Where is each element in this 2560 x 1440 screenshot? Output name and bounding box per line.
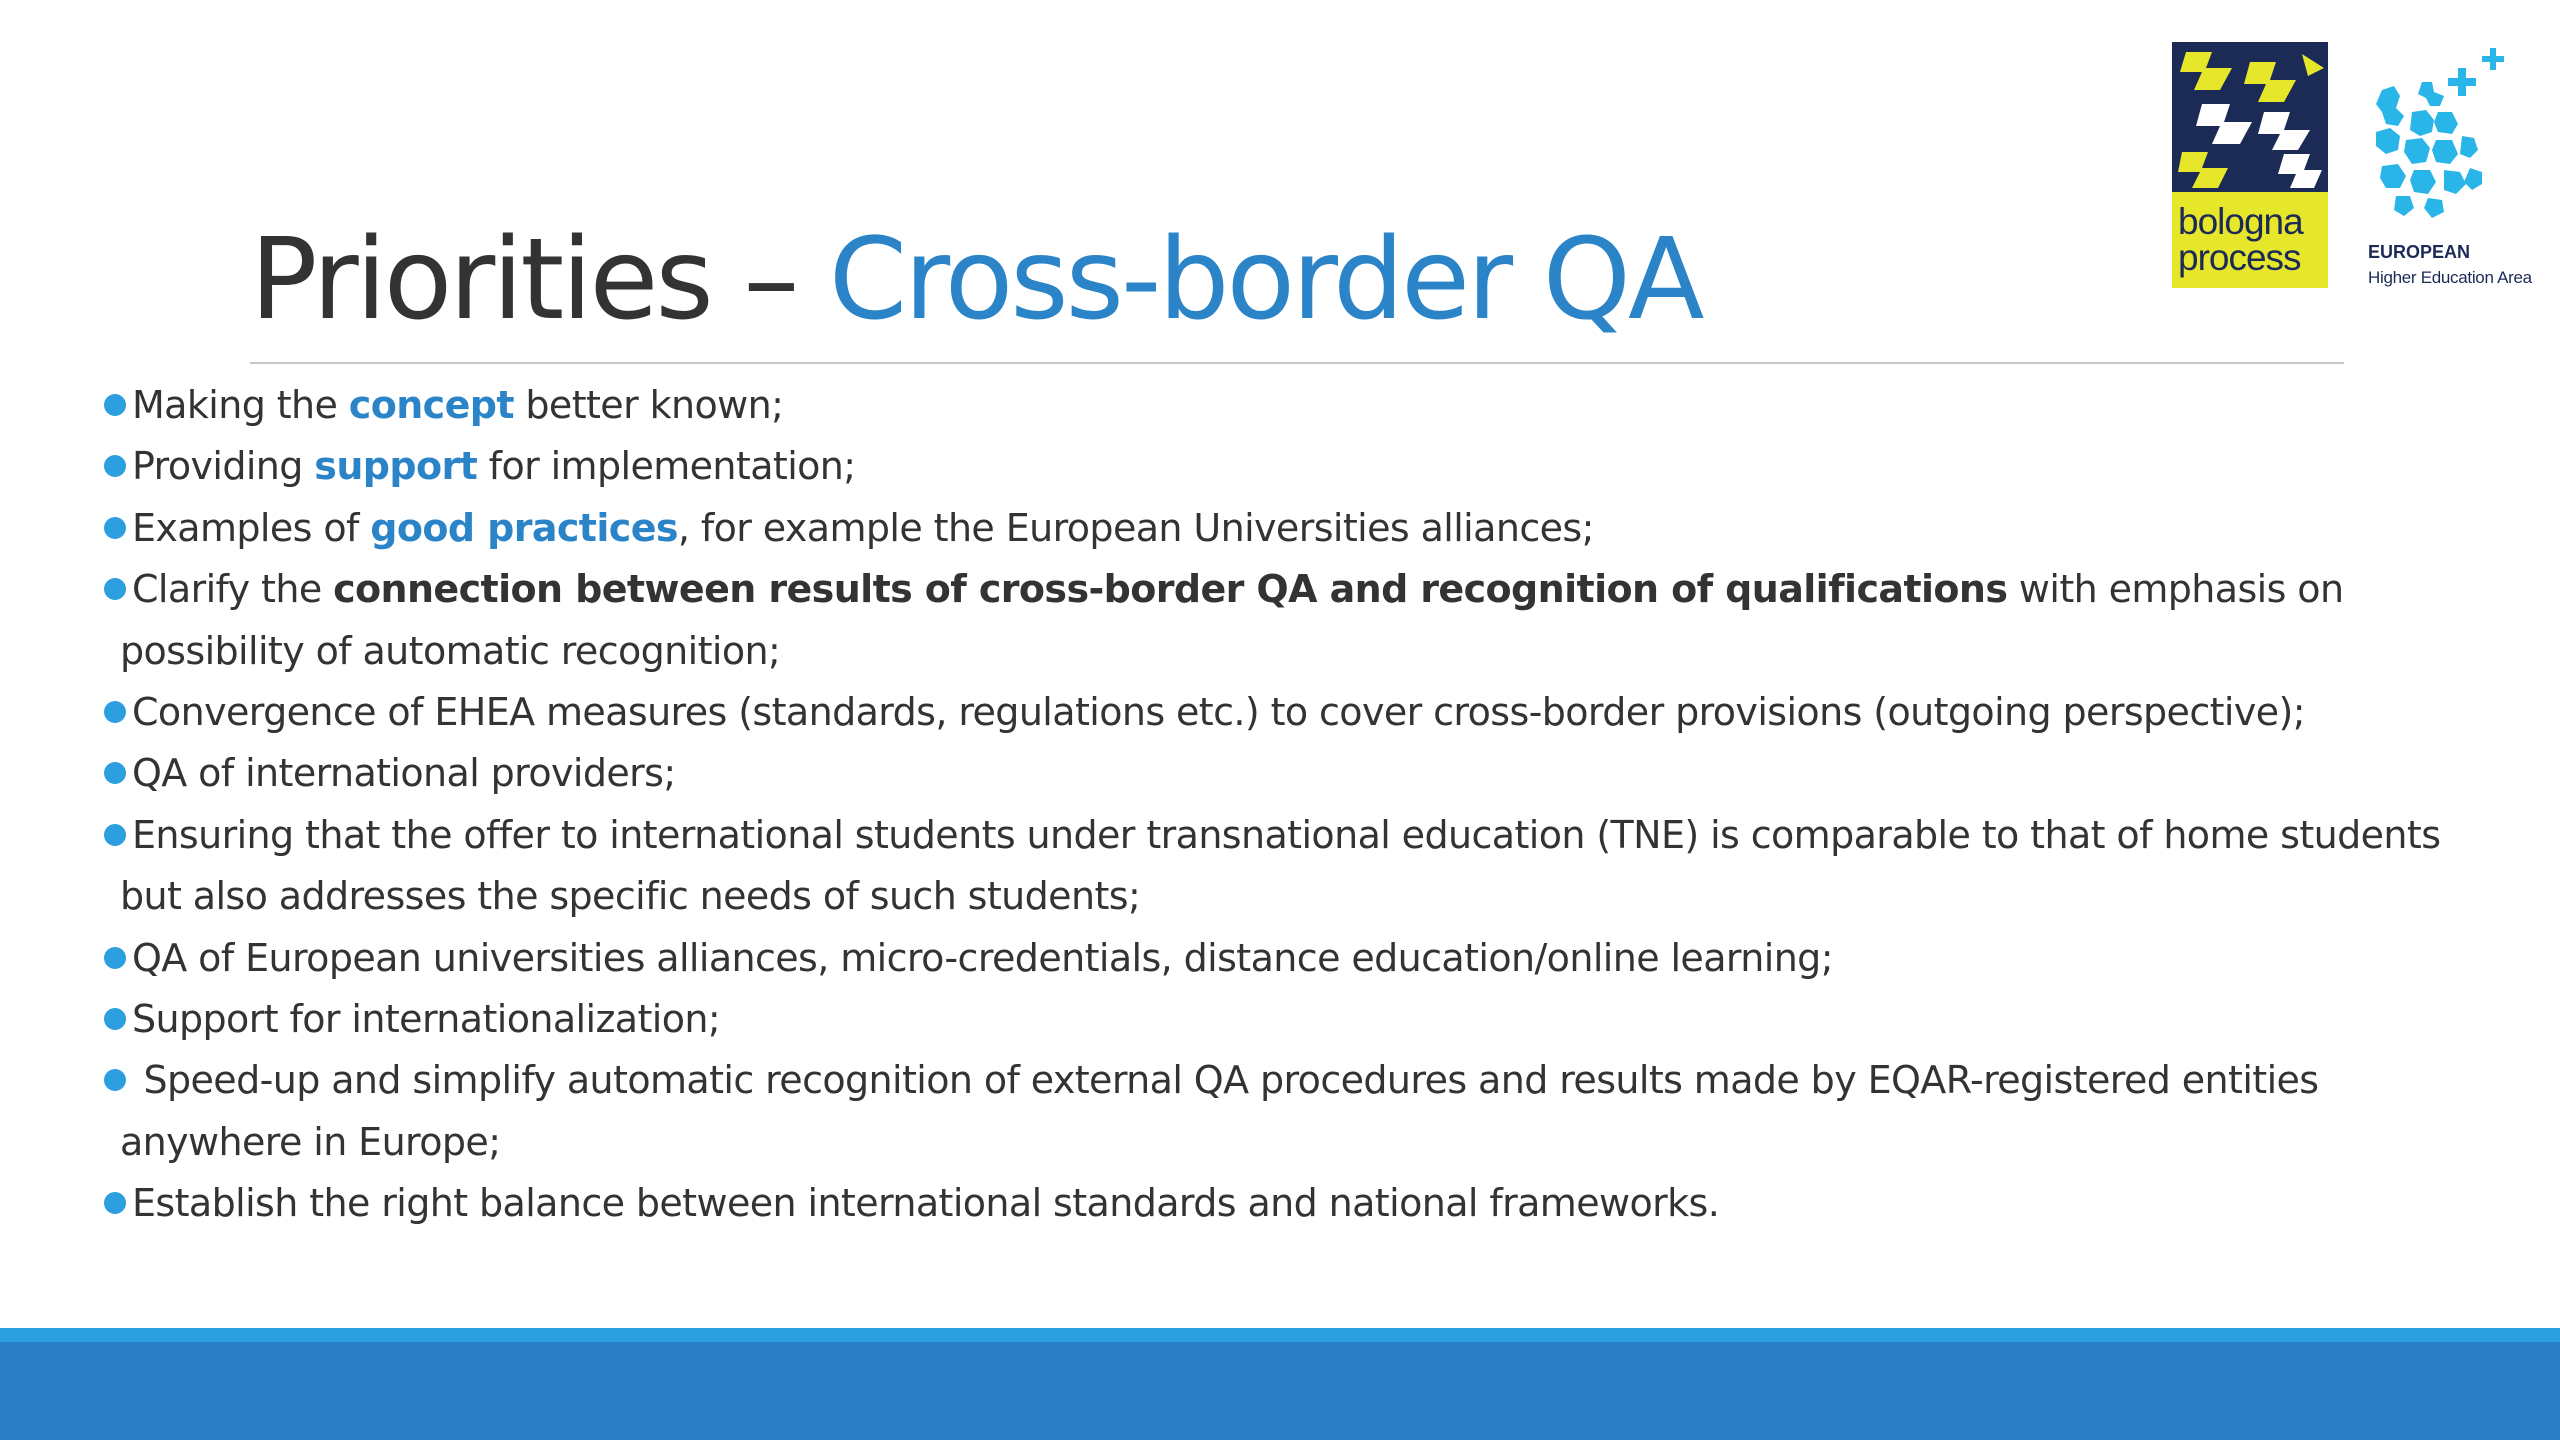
bullet-dot-icon xyxy=(104,394,126,416)
ehea-label-hea: Higher Education Area xyxy=(2368,268,2532,287)
title-plain: Priorities – xyxy=(250,215,829,345)
list-item: QA of European universities alliances, micro-credentials, distance education/online learning; xyxy=(90,928,2470,989)
bologna-process-logo xyxy=(2172,42,2552,302)
bologna-process-wordmark: bologna process xyxy=(2178,201,2303,278)
bullet-dot-icon xyxy=(104,1192,126,1214)
title-divider xyxy=(250,362,2344,364)
list-item: Making the concept better known; xyxy=(90,375,2470,436)
bullet-dot-icon xyxy=(104,517,126,539)
bullet-dot-icon xyxy=(104,1008,126,1030)
list-item: Speed-up and simplify automatic recognition of external QA procedures and results made by EQAR-registered entities anywhere in Europe; xyxy=(90,1050,2470,1173)
list-item: Support for internationalization; xyxy=(90,989,2470,1050)
list-item: Establish the right balance between international standards and national frameworks. xyxy=(90,1173,2470,1234)
highlight-support: support xyxy=(314,444,478,489)
emphasis-connection: connection between results of cross-border QA and recognition of qualifications xyxy=(333,567,2008,612)
bullet-dot-icon xyxy=(104,1069,126,1091)
list-item: Examples of good practices, for example the European Universities alliances; xyxy=(90,498,2470,559)
list-item: Convergence of EHEA measures (standards, regulations etc.) to cover cross-border provisions (outgoing perspective); xyxy=(90,682,2470,743)
bullet-dot-icon xyxy=(104,824,126,846)
bullet-dot-icon xyxy=(104,701,126,723)
page-title xyxy=(250,200,1701,360)
list-item: QA of international providers; xyxy=(90,743,2470,804)
list-item: Clarify the connection between results of cross-border QA and recognition of qualifications with emphasis on possibility of automatic recognition; xyxy=(90,559,2470,682)
ehea-label-european: EUROPEAN xyxy=(2368,242,2471,262)
highlight-good-practices: good practices xyxy=(370,505,678,550)
priorities-list xyxy=(90,375,2470,1235)
bullet-dot-icon xyxy=(104,455,126,477)
ehea-map-icon xyxy=(2352,42,2512,232)
footer-accent-stripe xyxy=(0,1328,2560,1342)
title-accent: Cross-border QA xyxy=(828,215,1702,345)
list-item: Providing support for implementation; xyxy=(90,436,2470,497)
list-item: Ensuring that the offer to international students under transnational education (TNE) is comparable to that of home students but also addresses the specific needs of such students; xyxy=(90,805,2470,928)
bullet-dot-icon xyxy=(104,762,126,784)
highlight-concept: concept xyxy=(348,383,514,427)
bullet-dot-icon xyxy=(104,947,126,969)
bullet-dot-icon xyxy=(104,578,126,600)
footer-bar xyxy=(0,1342,2560,1440)
